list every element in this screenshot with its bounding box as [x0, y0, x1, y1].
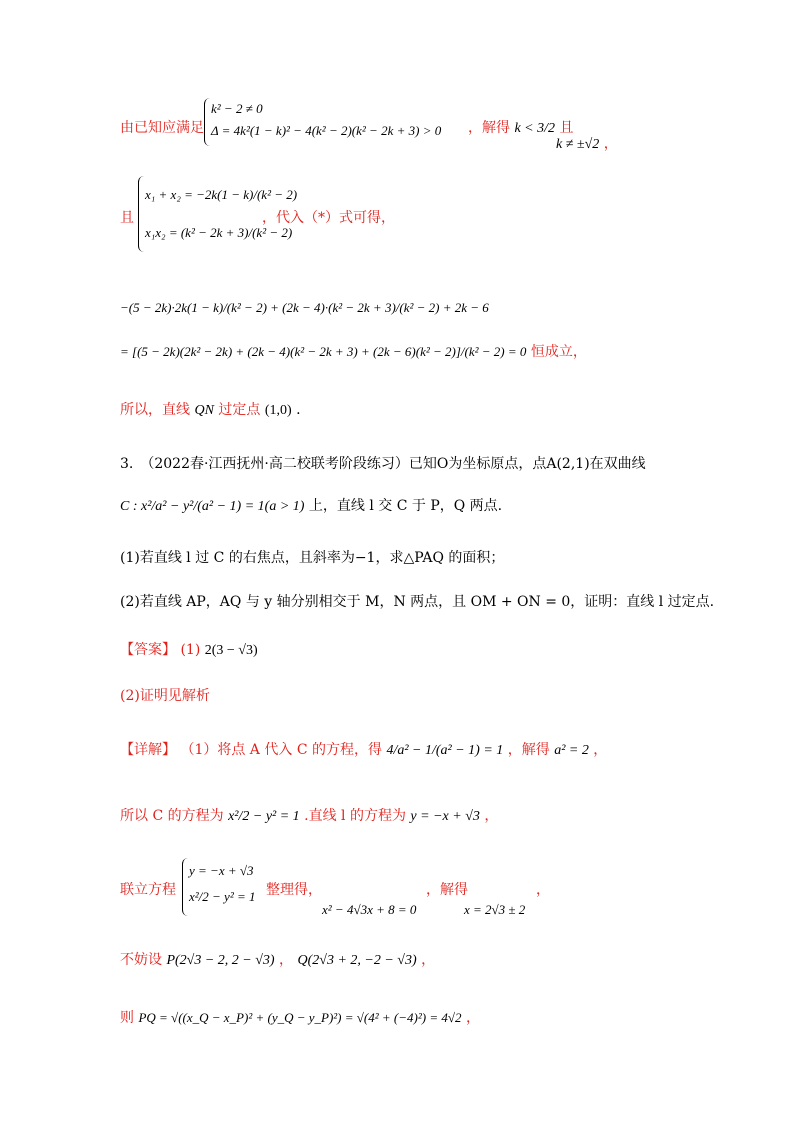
question-3-stem: 3. （2022春·江西抚州·高二校联考阶段练习）已知O为坐标原点，点A(2,1)在双曲线 — [120, 456, 646, 472]
detail-step3-eq: x² − 4√3x + 8 = 0 — [322, 902, 417, 917]
detail-step1: （1）将点 A 代入 C 的方程，得 — [180, 742, 382, 758]
line-condition — [120, 118, 204, 138]
condition-eq1: k² − 2 ≠ 0 — [211, 101, 263, 116]
detail-step1-result: a² = 2 — [554, 743, 589, 758]
detail-step1-eq: 4/a² − 1/(a² − 1) = 1 — [386, 743, 504, 758]
identity-expr: = [(5 − 2k)(2k² − 2k) + (2k − 4)(k² − 2k + 3) + (2k − 6)(k² − 2)]/(k² − 2) = 0 — [120, 344, 527, 359]
point-p: P(2√3 − 2, 2 − √3) — [166, 953, 275, 968]
detail-system — [182, 858, 256, 916]
vieta-sum: x₁ + x₂ = −2k(1 − k)/(k² − 2) — [145, 187, 298, 202]
condition-system — [204, 98, 441, 146]
solve-cond: k ≠ ±√2 — [556, 137, 600, 152]
detail-line-3-label: 联立方程 — [120, 882, 176, 898]
answer-label: 【答案】 — [120, 642, 176, 658]
detail-step1-mid: ，解得 — [507, 742, 550, 758]
detail-step2-b: .直线 l 的方程为 — [304, 808, 406, 824]
condition-prefix: 由已知应满足 — [120, 120, 204, 136]
solve-end: ， — [603, 136, 618, 152]
detail-system-eq1: y = −x + √3 — [189, 863, 254, 878]
detail-step3-solution: x = 2√3 ± 2 — [464, 902, 526, 917]
question-3-part1: (1)若直线 l 过 C 的右焦点，且斜率为−1，求△PAQ 的面积； — [120, 550, 505, 566]
detail-step2-eq: x²/2 − y² = 1 — [228, 809, 300, 824]
answer-line — [120, 640, 258, 661]
detail-step3-end: ， — [536, 882, 550, 898]
solve-ineq: k < 3/2 — [514, 121, 556, 136]
vieta-suffix: ，代入（*）式可得， — [262, 210, 395, 226]
conclusion-qn: QN — [194, 403, 214, 418]
substitution-expr: −(5 − 2k)·2k(1 − k)/(k² − 2) + (2k − 4)·(k² − 2k + 3)/(k² − 2) + 2k − 6 — [120, 300, 489, 315]
solve-label: ，解得 — [468, 120, 510, 136]
detail-line-2 — [120, 806, 498, 827]
vieta-product: x₁x₂ = (k² − 2k + 3)/(k² − 2) — [145, 225, 293, 240]
answer-part1-value: 2(3 − √3) — [204, 643, 258, 658]
conclusion-line — [120, 400, 301, 421]
detail-line-5 — [120, 1008, 480, 1028]
detail-step4-end: ， — [421, 952, 436, 968]
solve-cond-row — [556, 134, 618, 155]
detail-step3-c: ，解得 — [426, 882, 468, 898]
conclusion-point: (1,0) — [264, 403, 292, 418]
detail-step5-end: ， — [465, 1010, 480, 1026]
detail-step4-a: 不妨设 — [120, 952, 162, 968]
point-q: Q(2√3 + 2, −2 − √3) — [297, 953, 417, 968]
answer-part2: (2)证明见解析 — [120, 688, 210, 704]
detail-label: 【详解】 — [120, 742, 176, 758]
detail-step5-a: 则 — [120, 1010, 134, 1026]
detail-step4-sep: ， — [279, 952, 294, 968]
pq-length-eq: PQ = √((x_Q − x_P)² + (y_Q − y_P)²) = √(4² + (−4)²) = 4√2 — [138, 1010, 462, 1025]
detail-system-eq2: x²/2 − y² = 1 — [189, 889, 256, 904]
hyperbola-tail: 上，直线 l 交 C 于 P，Q 两点. — [308, 498, 503, 514]
question-3-curve-line — [120, 496, 502, 517]
solve-and: 且 — [559, 120, 574, 136]
vieta-prefix: 且 — [120, 210, 134, 226]
identity-line — [120, 342, 587, 362]
detail-line-4 — [120, 950, 435, 971]
detail-step2-end: ， — [484, 808, 499, 824]
detail-step2-a: 所以 C 的方程为 — [120, 808, 224, 824]
condition-eq2: Δ = 4k²(1 − k)² − 4(k² − 2)(k² − 2k + 3) > 0 — [211, 123, 442, 138]
conclusion-prefix: 所以，直线 — [120, 402, 190, 418]
detail-step2-line: y = −x + √3 — [410, 809, 480, 824]
detail-line-1 — [120, 740, 607, 761]
detail-step3-b: 整理得， — [266, 882, 322, 898]
identity-suffix: 恒成立， — [530, 344, 587, 360]
conclusion-end: . — [296, 402, 301, 418]
answer-part1-label: (1) — [180, 642, 201, 658]
conclusion-mid: 过定点 — [218, 402, 261, 418]
detail-step1-end: ， — [593, 742, 608, 758]
question-3-part2: (2)若直线 AP，AQ 与 y 轴分别相交于 M，N 两点，且 OM + ON = 0，证明：直线 l 过定点. — [120, 594, 715, 610]
hyperbola-equation: C : x²/a² − y²/(a² − 1) = 1(a > 1) — [120, 499, 305, 514]
